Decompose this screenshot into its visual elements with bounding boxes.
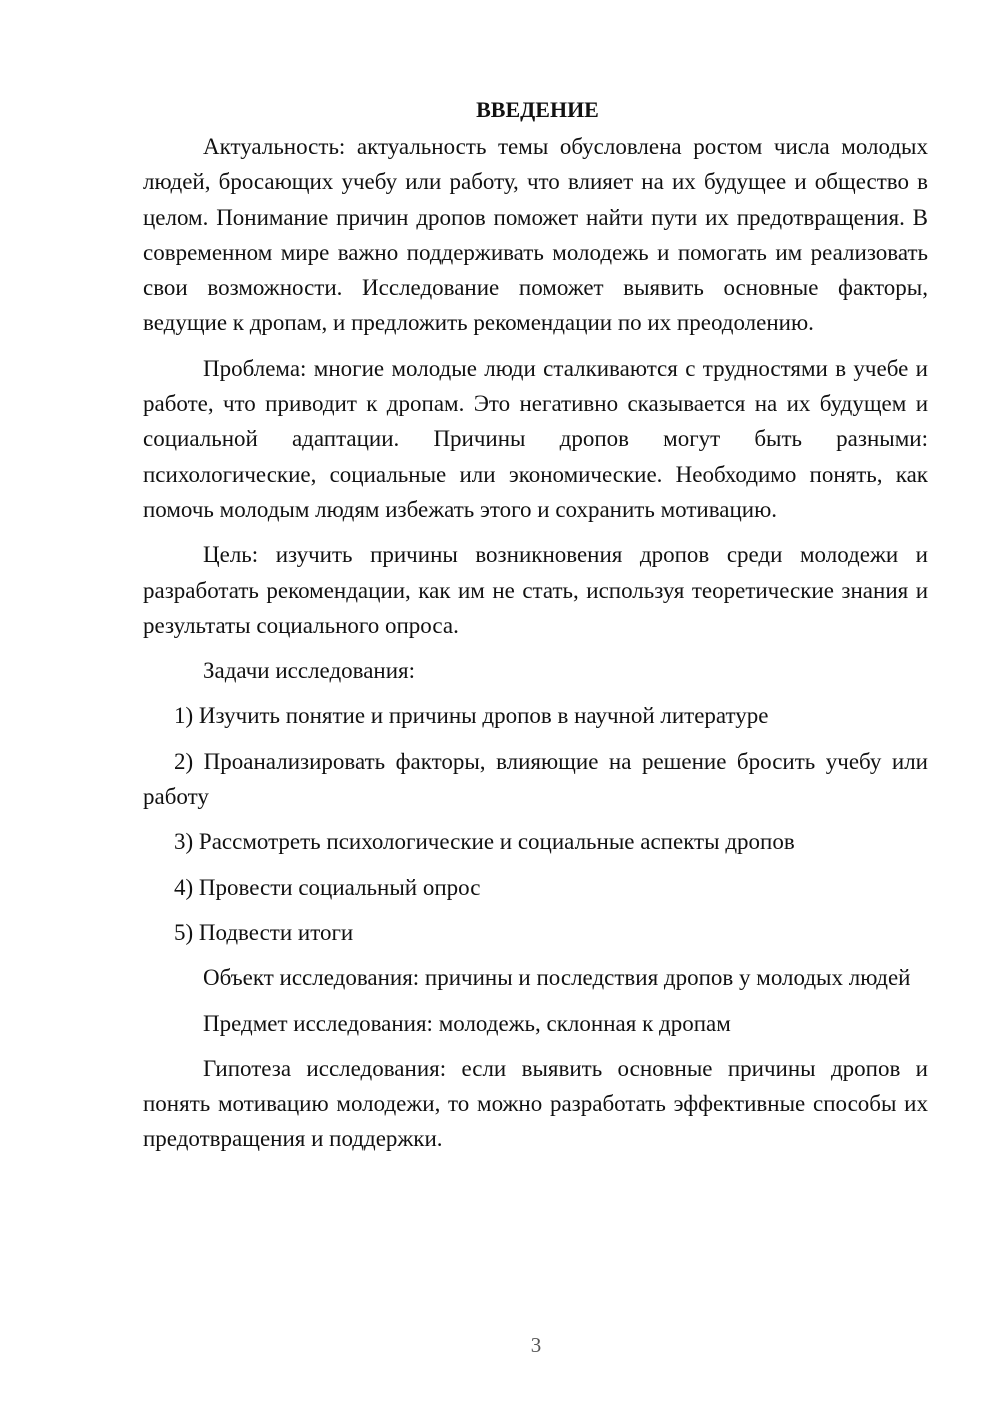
task-item-5: 5) Подвести итоги — [174, 919, 354, 945]
paragraph-object: Объект исследования: причины и последствия дропов у молодых людей — [203, 965, 911, 991]
task-item-1: 1) Изучить понятие и причины дропов в научной литературе — [174, 703, 769, 729]
task-item-2: 2) Проанализировать факторы, влияющие на решение бросить учебу или работу — [143, 748, 928, 810]
tasks-title: Задачи исследования: — [203, 658, 416, 684]
section-heading: ВВЕДЕНИЕ — [476, 97, 599, 122]
paragraph-subject: Предмет исследования: молодежь, склонная к дропам — [203, 1010, 731, 1036]
paragraph-relevance: Актуальность: актуальность темы обусловлена ростом числа молодых людей, бросающих учебу или работу, что влияет на их будущее и общество в целом. Понимание причин дропов поможет найти пути их предотвращения. В современном мире важно поддерживать молодежь и помогать им реализовать свои возможности. Исследование поможет выявить основные факторы, ведущие к дропам, и предложить рекомендации по их преодолению. — [143, 134, 928, 336]
paragraph-hypothesis: Гипотеза исследования: если выявить основные причины дропов и понять мотивацию молодежи, то можно разработать эффективные способы их предотвращения и поддержки. — [143, 1055, 928, 1152]
task-item-3: 3) Рассмотреть психологические и социальные аспекты дропов — [174, 829, 795, 855]
paragraph-goal: Цель: изучить причины возникновения дропов среди молодежи и разработать рекомендации, как им не стать, используя теоретические знания и результаты социального опроса. — [143, 542, 928, 638]
page-number: 3 — [530, 1333, 542, 1357]
paragraph-problem: Проблема: многие молодые люди сталкиваются с трудностями в учебе и работе, что приводит к дропам. Это негативно сказывается на их будущем и социальной адаптации. Причины дропов могут быть разными: психологические, социальные или экономические. Необходимо понять, как помочь молодым людям избежать этого и сохранить мотивацию. — [143, 355, 928, 522]
task-item-4: 4) Провести социальный опрос — [174, 874, 481, 900]
document-page — [143, 92, 928, 1167]
